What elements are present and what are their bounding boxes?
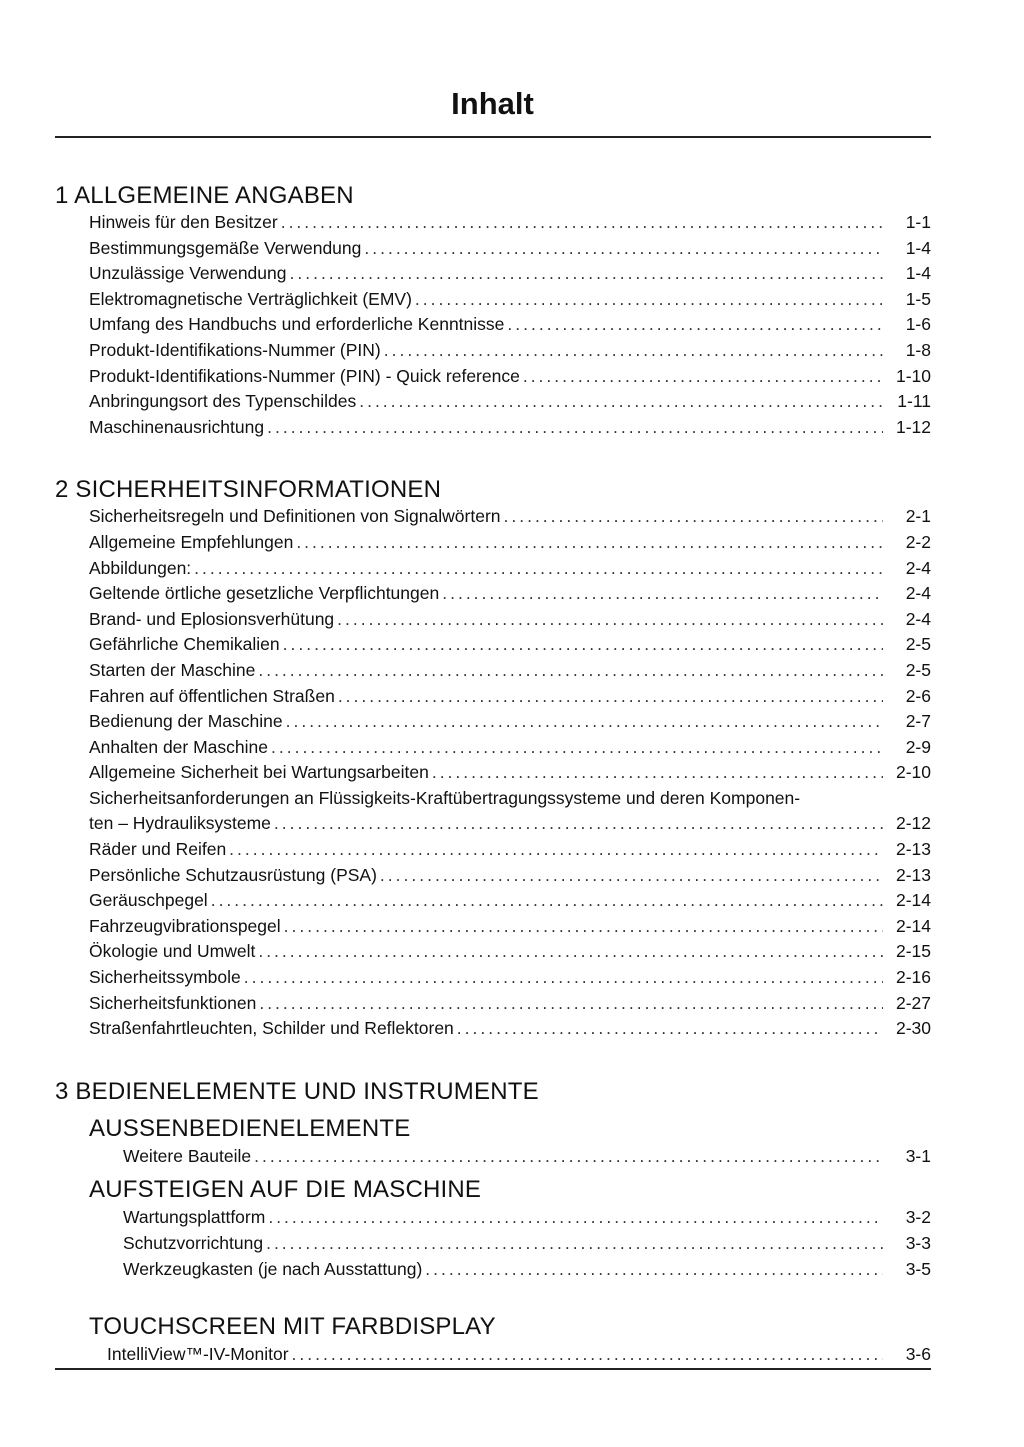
entry-label: Gefährliche Chemikalien xyxy=(89,634,280,655)
dot-leader xyxy=(432,760,883,786)
dot-leader xyxy=(425,1257,883,1283)
entry-label: Allgemeine Sicherheit bei Wartungsarbeiten xyxy=(89,762,429,783)
chapter-title[interactable]: 1 ALLGEMEINE ANGABEN xyxy=(55,182,354,209)
entry-page: 3-2 xyxy=(905,1207,931,1228)
entry-label: Elektromagnetische Verträglichkeit (EMV) xyxy=(89,288,412,309)
toc-entry[interactable] xyxy=(89,939,931,965)
dot-leader xyxy=(259,991,883,1017)
toc-entry[interactable] xyxy=(123,1205,931,1231)
entry-page: 1-8 xyxy=(905,339,931,360)
toc-entry[interactable] xyxy=(89,415,931,441)
toc-entry[interactable] xyxy=(89,236,931,262)
entry-page: 3-3 xyxy=(905,1233,931,1253)
toc-entry[interactable] xyxy=(89,581,931,607)
entry-label: Schutzvorrichtung xyxy=(123,1233,264,1253)
entry-label: IntelliView™-IV-Monitor xyxy=(107,1344,289,1365)
entry-page: 2-13 xyxy=(895,864,931,885)
entry-page: 1-5 xyxy=(905,288,931,309)
entry-label: Sicherheitsfunktionen xyxy=(89,992,257,1013)
dot-leader xyxy=(274,811,883,837)
dot-leader xyxy=(254,1144,883,1170)
entry-label: Geräuschpegel xyxy=(89,890,208,911)
toc-entry[interactable] xyxy=(107,1342,931,1368)
entry-page: 2-14 xyxy=(895,890,931,911)
dot-leader xyxy=(415,287,883,313)
toc-entry[interactable] xyxy=(89,261,931,287)
toc-entry[interactable] xyxy=(123,1257,931,1283)
toc-entry[interactable] xyxy=(89,684,931,710)
toc-entry[interactable] xyxy=(89,364,931,390)
entry-page: 2-1 xyxy=(905,506,931,527)
entry-page: 2-7 xyxy=(905,711,931,732)
entry-label: Fahren auf öffentlichen Straßen xyxy=(89,685,335,706)
dot-leader xyxy=(364,236,883,262)
entry-page: 1-10 xyxy=(895,365,931,386)
dot-leader xyxy=(292,1342,883,1368)
toc-entry[interactable] xyxy=(89,632,931,658)
dot-leader xyxy=(258,939,883,965)
section-title[interactable]: TOUCHSCREEN MIT FARBDISPLAY xyxy=(89,1313,496,1341)
entry-page: 2-10 xyxy=(895,762,931,783)
entry-page: 2-16 xyxy=(895,967,931,988)
toc-entry[interactable] xyxy=(89,914,931,940)
entry-label: Ökologie und Umwelt xyxy=(89,941,256,962)
entry-label: Umfang des Handbuchs und erforderliche Kenntnisse xyxy=(89,314,505,335)
entry-label: Maschinenausrichtung xyxy=(89,416,265,437)
dot-leader xyxy=(244,965,883,991)
entry-page: 3-5 xyxy=(905,1258,931,1279)
toc-entry[interactable] xyxy=(89,888,931,914)
dot-leader xyxy=(271,735,883,761)
entry-label: Weitere Bauteile xyxy=(123,1145,252,1166)
entry-page: 1-4 xyxy=(905,237,931,258)
toc-entry[interactable] xyxy=(123,1144,931,1170)
section-title[interactable]: AUFSTEIGEN AUF DIE MASCHINE xyxy=(89,1176,482,1204)
entry-page: 1-12 xyxy=(895,416,931,437)
dot-leader xyxy=(380,863,883,889)
entry-label: Unzulässige Verwendung xyxy=(89,263,287,284)
toc-entry[interactable] xyxy=(89,863,931,889)
dot-leader xyxy=(359,389,883,415)
toc-entry[interactable] xyxy=(89,837,931,863)
entry-page: 1-11 xyxy=(897,391,931,412)
entry-page: 1-1 xyxy=(905,212,931,232)
entry-label: Abbildungen: xyxy=(89,557,192,578)
entry-label: Fahrzeugvibrationspegel xyxy=(89,915,281,936)
entry-label: Geltende örtliche gesetzliche Verpflichtungen xyxy=(89,583,440,604)
entry-label-line1: Sicherheitsanforderungen an Flüssigkeits-Kraftübertragungssysteme und deren Komponen- xyxy=(89,787,801,808)
entry-page: 2-4 xyxy=(905,608,931,629)
dot-leader xyxy=(504,504,884,530)
entry-label: Räder und Reifen xyxy=(89,839,227,860)
dot-leader xyxy=(337,607,883,633)
chapter-1 xyxy=(55,182,931,440)
entry-page: 3-1 xyxy=(905,1145,931,1166)
toc-entry[interactable] xyxy=(89,556,931,582)
dot-leader xyxy=(229,837,883,863)
entry-label: Werkzeugkasten (je nach Ausstattung) xyxy=(123,1258,423,1279)
chapter-title[interactable]: 2 SICHERHEITSINFORMATIONEN xyxy=(55,476,442,504)
toc-entry-wrapped[interactable] xyxy=(89,786,931,837)
dot-leader xyxy=(507,312,883,338)
entry-label: Bestimmungsgemäße Verwendung xyxy=(89,237,362,258)
entry-label: Allgemeine Empfehlungen xyxy=(89,531,294,552)
toc-entry[interactable] xyxy=(89,210,931,236)
dot-leader xyxy=(194,556,883,582)
toc-entry[interactable] xyxy=(89,389,931,415)
toc-entry[interactable] xyxy=(89,991,931,1017)
entry-page: 2-2 xyxy=(905,531,931,552)
entry-label: Sicherheitsregeln und Definitionen von Signalwörtern xyxy=(89,506,501,527)
toc-entry[interactable] xyxy=(89,965,931,991)
dot-leader xyxy=(281,210,883,236)
entry-page: 2-27 xyxy=(895,992,931,1013)
entry-label: Anhalten der Maschine xyxy=(89,736,268,757)
entry-label: ten – Hydrauliksysteme xyxy=(89,813,271,834)
entry-label: Sicherheitssymbole xyxy=(89,967,241,988)
entry-page: 2-14 xyxy=(895,915,931,936)
toc-entry[interactable] xyxy=(89,735,931,761)
entry-page: 2-5 xyxy=(905,659,931,680)
entry-page: 1-6 xyxy=(905,314,931,335)
footer-rule xyxy=(55,1368,931,1370)
dot-leader xyxy=(266,1231,883,1257)
toc-entry[interactable] xyxy=(89,504,931,530)
entry-label: Persönliche Schutzausrüstung (PSA) xyxy=(89,864,377,885)
toc-entry[interactable] xyxy=(89,709,931,735)
entry-label: Brand- und Eplosionsverhütung xyxy=(89,608,335,629)
header-rule xyxy=(55,136,931,138)
entry-page: 2-13 xyxy=(895,839,931,860)
toc-entry[interactable] xyxy=(89,287,931,313)
dot-leader xyxy=(267,415,883,441)
dot-leader xyxy=(211,888,883,914)
entry-page: 2-30 xyxy=(895,1018,931,1039)
toc-entry[interactable] xyxy=(89,1016,931,1042)
chapter-title[interactable]: 3 BEDIENELEMENTE UND INSTRUMENTE xyxy=(55,1077,539,1105)
toc-entry[interactable] xyxy=(89,607,931,633)
entry-label: Anbringungsort des Typenschildes xyxy=(89,391,357,412)
toc-entry[interactable] xyxy=(89,658,931,684)
entry-label: Produkt-Identifikations-Nummer (PIN) - Quick reference xyxy=(89,365,520,386)
dot-leader xyxy=(457,1016,883,1042)
section-aufsteigen xyxy=(55,1175,931,1282)
toc-entry[interactable] xyxy=(89,530,931,556)
toc-entry[interactable] xyxy=(89,338,931,364)
entry-page: 3-6 xyxy=(905,1344,931,1365)
entry-page: 1-4 xyxy=(905,263,931,284)
dot-leader xyxy=(283,632,883,658)
toc-entry[interactable] xyxy=(89,760,931,786)
toc-entry[interactable] xyxy=(123,1231,931,1257)
dot-leader xyxy=(442,581,883,607)
dot-leader xyxy=(284,914,883,940)
dot-leader xyxy=(290,261,884,287)
chapter-2 xyxy=(55,476,931,1041)
entry-page: 2-4 xyxy=(905,583,931,604)
page-title: Inhalt xyxy=(451,86,534,121)
toc-entry[interactable] xyxy=(89,312,931,338)
section-title[interactable]: AUSSENBEDIENELEMENTE xyxy=(89,1114,411,1142)
entry-label: Produkt-Identifikations-Nummer (PIN) xyxy=(89,339,381,360)
dot-leader xyxy=(384,338,883,364)
entry-page: 2-15 xyxy=(895,941,931,962)
chapter-3 xyxy=(55,1078,931,1368)
entry-label: Hinweis für den Besitzer xyxy=(89,212,278,232)
entry-label: Starten der Maschine xyxy=(89,659,256,680)
dot-leader xyxy=(268,1205,883,1231)
section-touchscreen xyxy=(55,1312,931,1368)
entry-page: 2-5 xyxy=(905,634,931,655)
entry-page: 2-9 xyxy=(905,736,931,757)
entry-label: Straßenfahrtleuchten, Schilder und Reflektoren xyxy=(89,1018,454,1039)
entry-label: Bedienung der Maschine xyxy=(89,711,283,732)
entry-page: 2-6 xyxy=(905,685,931,706)
dot-leader xyxy=(286,709,883,735)
dot-leader xyxy=(338,684,883,710)
section-aussenbedienelemente xyxy=(55,1114,931,1170)
table-of-contents xyxy=(55,182,931,1404)
entry-page: 2-4 xyxy=(905,557,931,578)
dot-leader xyxy=(523,364,883,390)
dot-leader xyxy=(258,658,883,684)
entry-label: Wartungsplattform xyxy=(123,1207,266,1228)
dot-leader xyxy=(296,530,883,556)
entry-page: 2-12 xyxy=(895,813,931,834)
